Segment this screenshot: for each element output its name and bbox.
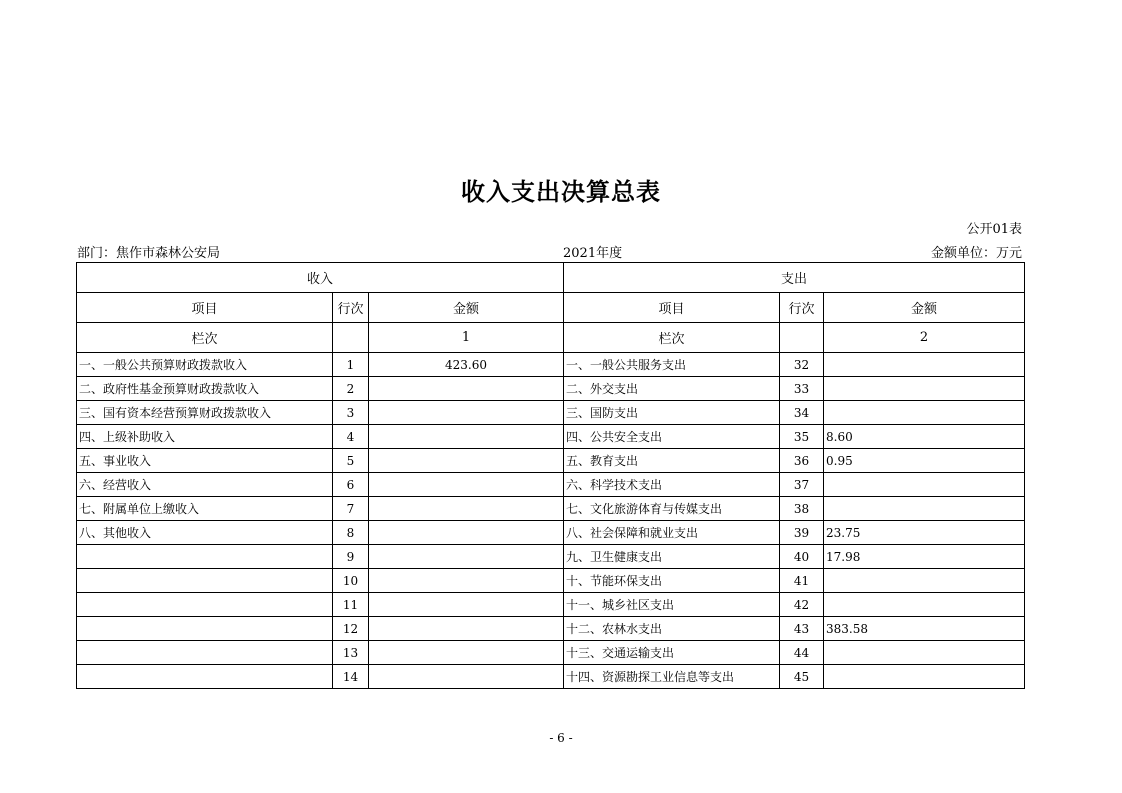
income-amount — [369, 473, 564, 497]
table-row — [77, 497, 1025, 521]
section-header-row — [77, 263, 1025, 293]
table-row — [77, 473, 1025, 497]
income-item-name: 六、经营收入 — [77, 473, 333, 497]
income-row-number: 8 — [333, 521, 369, 545]
income-row-number: 3 — [333, 401, 369, 425]
expense-row-number: 32 — [780, 353, 824, 377]
expense-row-number: 43 — [780, 617, 824, 641]
income-row-number: 1 — [333, 353, 369, 377]
expense-amount — [824, 473, 1025, 497]
expense-row-number: 44 — [780, 641, 824, 665]
income-column-label: 栏次 — [77, 323, 333, 353]
expense-row-number: 42 — [780, 593, 824, 617]
expense-amount: 17.98 — [824, 545, 1025, 569]
table-row — [77, 545, 1025, 569]
income-amount — [369, 401, 564, 425]
amount-unit-label: 金额单位：万元 — [930, 246, 1022, 261]
income-row-number: 14 — [333, 665, 369, 689]
column-number-row — [77, 323, 1025, 353]
expense-amount-header: 金额 — [824, 293, 1025, 323]
income-row-number: 9 — [333, 545, 369, 569]
expense-row-number: 33 — [780, 377, 824, 401]
income-row-number: 13 — [333, 641, 369, 665]
expense-row-no-header: 行次 — [780, 293, 824, 323]
income-item-name — [77, 641, 333, 665]
expense-column-label: 栏次 — [564, 323, 780, 353]
income-amount — [369, 593, 564, 617]
table-row — [77, 449, 1025, 473]
income-row-number: 10 — [333, 569, 369, 593]
empty-cell — [333, 323, 369, 353]
form-code: 公开01表 — [966, 222, 1022, 237]
income-expense-table — [76, 262, 1025, 689]
expense-amount: 23.75 — [824, 521, 1025, 545]
expense-item-name: 十三、交通运输支出 — [564, 641, 780, 665]
expense-amount — [824, 641, 1025, 665]
income-item-name: 八、其他收入 — [77, 521, 333, 545]
year-label: 2021年度 — [563, 246, 623, 261]
page-number: - 6 - — [549, 731, 573, 745]
expense-amount: 0.95 — [824, 449, 1025, 473]
expense-row-number: 45 — [780, 665, 824, 689]
expense-amount — [824, 377, 1025, 401]
expense-item-name: 十二、农林水支出 — [564, 617, 780, 641]
income-item-name — [77, 665, 333, 689]
expense-row-number: 34 — [780, 401, 824, 425]
expense-amount — [824, 401, 1025, 425]
income-item-name — [77, 569, 333, 593]
expense-amount — [824, 497, 1025, 521]
table-row — [77, 665, 1025, 689]
expense-item-name: 七、文化旅游体育与传媒支出 — [564, 497, 780, 521]
income-amount — [369, 497, 564, 521]
expense-item-name: 三、国防支出 — [564, 401, 780, 425]
income-item-name — [77, 593, 333, 617]
income-row-no-header: 行次 — [333, 293, 369, 323]
income-amount — [369, 569, 564, 593]
expense-row-number: 38 — [780, 497, 824, 521]
expense-item-name: 五、教育支出 — [564, 449, 780, 473]
expense-column-number: 2 — [824, 323, 1025, 353]
income-row-number: 2 — [333, 377, 369, 401]
income-amount — [369, 521, 564, 545]
table-row — [77, 521, 1025, 545]
expense-item-name: 十、节能环保支出 — [564, 569, 780, 593]
expense-item-name: 十一、城乡社区支出 — [564, 593, 780, 617]
expense-item-name: 一、一般公共服务支出 — [564, 353, 780, 377]
income-item-name: 一、一般公共预算财政拨款收入 — [77, 353, 333, 377]
expense-item-name: 九、卫生健康支出 — [564, 545, 780, 569]
income-amount — [369, 545, 564, 569]
income-row-number: 5 — [333, 449, 369, 473]
table-row — [77, 425, 1025, 449]
expense-row-number: 36 — [780, 449, 824, 473]
expense-item-header: 项目 — [564, 293, 780, 323]
income-row-number: 11 — [333, 593, 369, 617]
table-row — [77, 641, 1025, 665]
expense-row-number: 35 — [780, 425, 824, 449]
income-item-header: 项目 — [77, 293, 333, 323]
income-item-name — [77, 617, 333, 641]
income-amount — [369, 377, 564, 401]
income-column-number: 1 — [369, 323, 564, 353]
income-amount — [369, 617, 564, 641]
expense-row-number: 39 — [780, 521, 824, 545]
table-row — [77, 617, 1025, 641]
income-row-number: 7 — [333, 497, 369, 521]
income-row-number: 4 — [333, 425, 369, 449]
expense-amount: 8.60 — [824, 425, 1025, 449]
income-header: 收入 — [77, 263, 564, 293]
expense-row-number: 37 — [780, 473, 824, 497]
empty-cell — [780, 323, 824, 353]
income-amount — [369, 641, 564, 665]
income-item-name: 二、政府性基金预算财政拨款收入 — [77, 377, 333, 401]
expense-item-name: 四、公共安全支出 — [564, 425, 780, 449]
table-row — [77, 593, 1025, 617]
table-row — [77, 377, 1025, 401]
income-amount — [369, 449, 564, 473]
income-row-number: 6 — [333, 473, 369, 497]
table-row — [77, 401, 1025, 425]
expense-amount — [824, 593, 1025, 617]
income-item-name: 七、附属单位上缴收入 — [77, 497, 333, 521]
income-item-name: 四、上级补助收入 — [77, 425, 333, 449]
table-row — [77, 569, 1025, 593]
expense-amount — [824, 353, 1025, 377]
expense-item-name: 八、社会保障和就业支出 — [564, 521, 780, 545]
page-title: 收入支出决算总表 — [461, 178, 661, 206]
income-amount — [369, 665, 564, 689]
expense-amount — [824, 569, 1025, 593]
income-item-name: 三、国有资本经营预算财政拨款收入 — [77, 401, 333, 425]
income-item-name: 五、事业收入 — [77, 449, 333, 473]
income-amount-header: 金额 — [369, 293, 564, 323]
expense-amount: 383.58 — [824, 617, 1025, 641]
expense-row-number: 40 — [780, 545, 824, 569]
income-item-name — [77, 545, 333, 569]
expense-amount — [824, 665, 1025, 689]
column-header-row — [77, 293, 1025, 323]
income-amount — [369, 425, 564, 449]
department-label: 部门：焦作市森林公安局 — [77, 246, 221, 261]
expense-item-name: 二、外交支出 — [564, 377, 780, 401]
table-row — [77, 353, 1025, 377]
expense-item-name: 十四、资源勘探工业信息等支出 — [564, 665, 780, 689]
expense-item-name: 六、科学技术支出 — [564, 473, 780, 497]
income-row-number: 12 — [333, 617, 369, 641]
expense-header: 支出 — [564, 263, 1025, 293]
income-amount: 423.60 — [369, 353, 564, 377]
expense-row-number: 41 — [780, 569, 824, 593]
